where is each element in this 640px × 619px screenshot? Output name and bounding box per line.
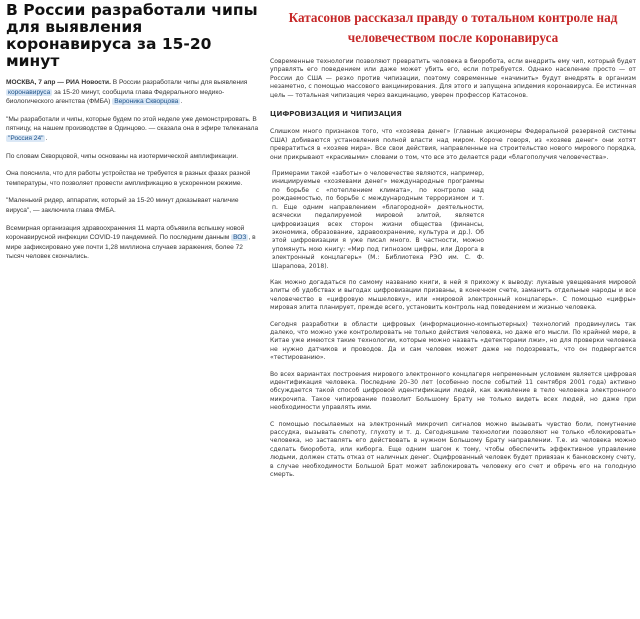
coronavirus-link[interactable]: коронавируса <box>8 88 51 96</box>
left-paragraph-6 <box>6 224 260 262</box>
right-article-title: Катасонов рассказал правду о тотальном контроле над человечеством после коронавируса <box>288 10 618 45</box>
right-article <box>270 0 636 487</box>
quote-text-1: "Мы разработали и чипы, которые будем по этой неделе уже демонстрировать. В пятницу, на нашем производстве в Одинцово. — сказала она в эфире телеканала <box>6 115 259 133</box>
left-paragraph-4: Она пояснила, что для работы устройства не требуется в разных фазах разной температуры, что позволяет провести амплификацию в ускоренном режиме. <box>6 170 251 187</box>
left-lead-paragraph <box>6 78 260 107</box>
right-paragraph-6: Во всех вариантах построения мирового электронного концлагеря непременным условием является цифровая идентификация человека. Последние 20–30 лет (особенно после событий 11 сентября 2001 года) активно обсуждается такой способ цифровой идентификации людей, как вживление в тело человека электронного микрочипа. Такое чипирование позволит Большому Брату не только видеть всех людей, но даже при необходимости управлять ими. <box>270 370 636 412</box>
left-quote-paragraph <box>6 115 260 144</box>
lead-text-1: В России разработали чипы для выявления <box>110 79 248 86</box>
lead-text-2: за 15-20 минут, сообщила глава Федерального медико-биологического агентства (ФМБА) <box>6 88 225 106</box>
p6-text-2: , в мире зафиксировано уже почти 1,28 миллиона случаев заражения, более 72 тысяч человек скончались. <box>6 234 256 261</box>
left-article-title: В России разработали чипы для выявления коронавируса за 15-20 минут <box>6 1 258 70</box>
quote-text-2: . <box>45 134 48 142</box>
right-paragraph-4: Как можно догадаться по самому названию книги, в ней я прихожу к выводу: лукавые увещевания мировой элиты об удобствах и выгодах цифровизации призваны, в конечном счете, заманить отдельные народы и все человечество в «цифровую мышеловку», или «мировой электронный концлагерь». С помощью «цифры» мировая элита планирует, прежде всего, установить контроль над поведением и жизнью человека. <box>270 278 636 312</box>
left-article <box>6 0 260 270</box>
skvortsova-link[interactable]: Вероника Скворцова <box>114 98 179 106</box>
right-paragraph-3: Примерами такой «заботы» о человечестве являются, например, инициируемые «хозяевами денег» международные программы по борьбе с «потеплением климата», по контролю над рождаемостью, по борьбе с международным терроризмом и т. п. Еще одним направлением «благородной» деятельности, всячески педалируемой мировой элитой, является цифровизация всех сторон жизни общества (финансы, экономика, образование, здравоохранение, культура и др.). Об этой цифровизации я уже писал много. В частности, можно упомянуть мою книгу: «Мир под гипнозом цифры, или Дорога в электронный концлагерь» (М.: Библиотека РЭО им. С. Ф. Шарапова, 2018). <box>272 170 484 270</box>
lead-text-3: . <box>180 98 183 106</box>
right-paragraph-2: Слишком много признаков того, что «хозяева денег» (главные акционеры Федеральной резервной системы США) добиваются установления полной власти над миром. Короче говоря, из «хозяев денег» они хотят превратиться в «хозяев мира». Все свои действия, направленные на строительство нового мирового порядка, они прикрывают «красивыми» словами о том, что все это делается ради «благополучия человечества». <box>270 128 636 161</box>
who-link[interactable]: ВОЗ <box>233 234 247 242</box>
section-heading: ЦИФРОВИЗАЦИЯ И ЧИПИЗАЦИЯ <box>270 110 402 119</box>
left-paragraph-5: "Маленький ридер, аппаратик, который за 15-20 минут доказывает наличие вируса", — заключила глава ФМБА. <box>6 197 239 214</box>
dateline: МОСКВА, 7 апр — РИА Новости. <box>6 79 111 86</box>
right-paragraph-7: С помощью посылаемых на электронный микрочип сигналов можно вызывать чувство боли, помутнение рассудка, вызывать слепоту, глухоту и т. д. Сегодняшние технологии позволяют не только «блокировать» человека, но заставлять его действовать в нужном Большому Брату направлении. Т.е. из человека можно сделать биоробота, или киборга. Еще одним шагом к тому, чтобы обеспечить эффективное управление людьми, должен стать отказ от наличных денег. Оцифрованный человек будет привязан к банковскому счету, в случае необходимости Большой Брат может заблокировать человеку его счет и обречь его на голодную смерть. <box>270 420 636 479</box>
right-paragraph-5: Сегодня разработки в области цифровых (информационно-компьютерных) технологий продвинулись так далеко, что можно уже контролировать не только действия человека, но даже его мысли. По крайней мере, в Китае уже имеются такие технологии, которые можно назвать «детекторами лжи», но для проверки человека не нужно датчиков и проводов. Да и сам человек может даже не подозревать, что он подвергается «тестированию». <box>270 320 636 362</box>
left-paragraph-3: По словам Скворцовой, чипы основаны на изотермической амплификации. <box>6 152 239 160</box>
right-paragraph-1: Современные технологии позволяют превратить человека в биоробота, если внедрить ему чип, который будет управлять его поведением или даже может убить его, если потребуется. Однако население просто — от России до США — резко против чипизации, поэтому современные «начинить» будут внедрять в организм незаметно, с помощью массового вакцинирования. Для этого и запущена эпидемия коронавируса. Ее истинная цель — тотальная чипизация через вакцинацию, уверен профессор Катасонов. <box>270 58 636 99</box>
russia24-link[interactable]: "Россия 24" <box>8 134 44 142</box>
p6-text-1: Всемирная организация здравоохранения 11 марта объявила вспышку новой коронавирусной инфекции COVID-19 пандемией. По последним данным <box>6 224 245 242</box>
